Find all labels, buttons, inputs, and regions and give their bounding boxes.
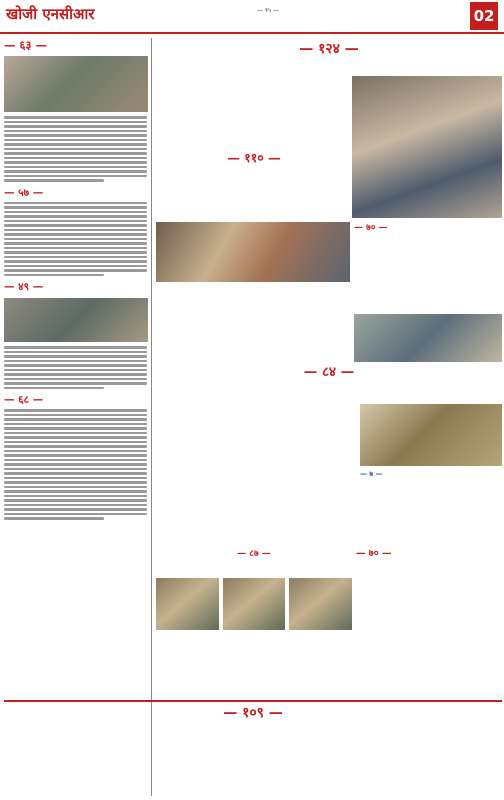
dhan-story-photo <box>360 404 502 466</box>
bahadurgarh-photos <box>156 578 352 630</box>
right-story-1-headline: — ७० — <box>354 223 388 233</box>
left-story-1-headline: — ६३ — <box>4 38 47 52</box>
left-story-3-photo <box>4 298 148 342</box>
left-story-4 <box>4 394 147 520</box>
edition-line: — १५ — <box>256 7 280 14</box>
left-story-2 <box>4 187 147 277</box>
bahadurgarh-story-body <box>156 638 502 698</box>
bahadurgarh-photo-3 <box>289 578 352 630</box>
bahadurgarh-headline: — ८७ — <box>237 549 271 559</box>
left-story-1-photo <box>4 56 148 112</box>
paper-name: खोजी एनसीआर <box>6 5 95 23</box>
parali-story-body <box>4 744 502 798</box>
dhan-story-body <box>156 406 356 544</box>
parali-headline: — १०९ — <box>4 700 502 722</box>
main-headline: — १२४ — <box>299 41 359 57</box>
karnal-story-body <box>356 592 502 634</box>
dhan-story-body-right <box>360 492 502 544</box>
right-story-1-photo <box>354 314 502 362</box>
left-story-2-headline: — ५७ — <box>4 186 44 199</box>
left-story-1 <box>4 38 147 182</box>
left-story-1-body <box>4 116 147 182</box>
right-story-1-body <box>354 266 502 312</box>
page-number: 02 <box>470 2 498 30</box>
main-story-body <box>156 82 346 148</box>
left-story-4-headline: — ६८ — <box>4 394 44 406</box>
dhan-headline: — ८४ — <box>303 364 355 380</box>
second-story-media <box>156 222 350 360</box>
second-headline: — ११० — <box>227 150 281 165</box>
left-story-3 <box>4 281 147 389</box>
left-story-4-body <box>4 409 147 520</box>
karnal-headline: — ७० — <box>356 548 392 559</box>
left-story-2-body <box>4 202 147 277</box>
bahadurgarh-photo-1 <box>156 578 219 630</box>
second-story-photo <box>156 222 350 282</box>
left-story-3-headline: — ४९ — <box>4 281 44 293</box>
left-story-3-body <box>4 346 147 389</box>
masthead <box>0 0 504 34</box>
left-column <box>4 38 152 796</box>
bahadurgarh-photo-2 <box>223 578 286 630</box>
second-story-body <box>156 188 352 216</box>
main-story-photo <box>352 76 502 218</box>
dhan-photo-caption: — ७ — <box>360 470 383 478</box>
second-story-body-continued <box>156 286 350 356</box>
